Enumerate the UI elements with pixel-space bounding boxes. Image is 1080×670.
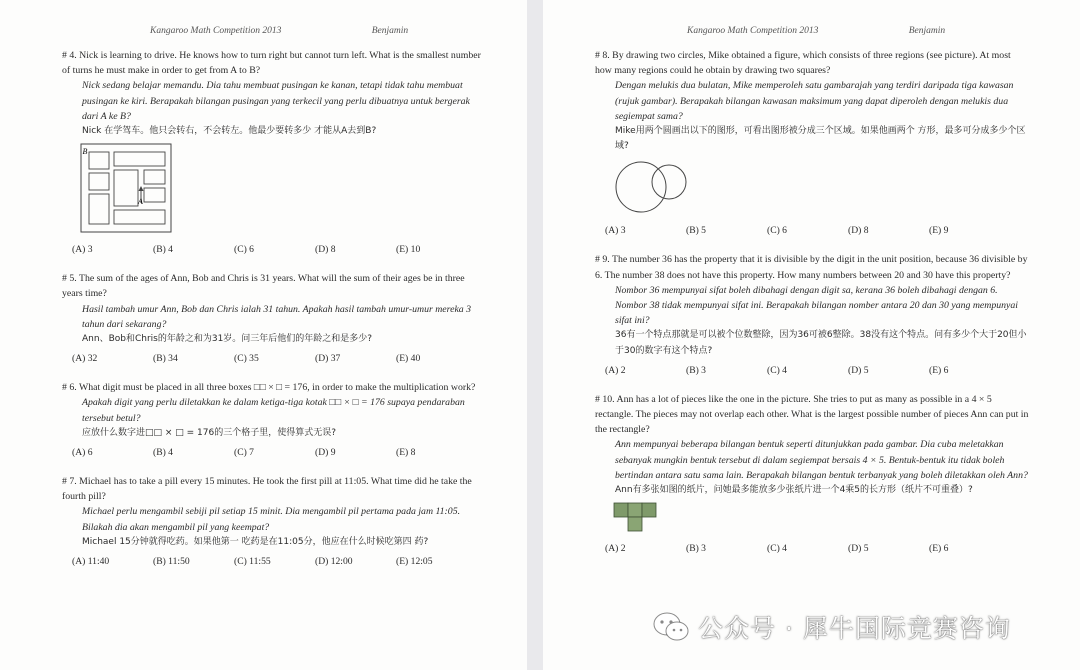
answer-options bbox=[62, 244, 481, 255]
option-c: (C) 4 bbox=[767, 364, 787, 376]
question-number: # 7. bbox=[62, 476, 77, 488]
option-e: (E) 6 bbox=[929, 364, 949, 376]
answer-options bbox=[62, 353, 481, 364]
left-page bbox=[0, 0, 527, 670]
question-4 bbox=[62, 48, 481, 255]
option-e: (E) 12:05 bbox=[396, 556, 433, 568]
option-a: (A) 2 bbox=[605, 364, 626, 376]
option-c: (C) 11:55 bbox=[234, 556, 271, 568]
question-text-my: Dengan melukis dua bulatan, Mike memperoleh satu gambarajah yang terdiri daripada tiga kawasan (rujuk gambar). Berapakah bilangan kawasan maksimum yang dapat diperoleh dengan melukis dua segiempat sama? bbox=[615, 80, 1014, 122]
option-e: (E) 10 bbox=[396, 244, 421, 256]
option-e: (E) 40 bbox=[396, 353, 421, 365]
question-6 bbox=[62, 380, 481, 458]
answer-options bbox=[595, 543, 1030, 554]
option-a: (A) 2 bbox=[605, 543, 626, 555]
question-9 bbox=[595, 252, 1030, 375]
option-e: (E) 6 bbox=[929, 543, 949, 555]
question-text-my: Ann mempunyai beberapa bilangan bentuk seperti ditunjukkan pada gambar. Dia cuba meletakkan sebanyak mungkin bentuk tersebut di dalam segiempat bersais 4 × 5. Bentuk-bentuk itu tidak boleh bertindan antara satu sama lain. Berapakah bilangan bentuk terbanyak yang boleh diletakkan oleh Ann? bbox=[615, 439, 1028, 481]
option-c: (C) 4 bbox=[767, 543, 787, 555]
piece-figure bbox=[613, 502, 1030, 537]
option-a: (A) 32 bbox=[72, 353, 98, 365]
right-page bbox=[543, 0, 1080, 670]
option-e: (E) 9 bbox=[929, 225, 949, 237]
option-d: (D) 12:00 bbox=[315, 556, 353, 568]
question-number: # 10. bbox=[595, 393, 615, 405]
option-a: (A) 3 bbox=[605, 225, 626, 237]
option-c: (C) 35 bbox=[234, 353, 259, 365]
option-d: (D) 9 bbox=[315, 447, 336, 459]
option-b: (B) 4 bbox=[153, 447, 173, 459]
question-number: # 5. bbox=[62, 273, 77, 285]
question-7 bbox=[62, 474, 481, 567]
option-d: (D) 37 bbox=[315, 353, 341, 365]
question-text-en: What digit must be placed in all three boxes □□ × □ = 176, in order to make the multiplication work? bbox=[78, 382, 476, 394]
question-text-cn: Nick 在学驾车。他只会转右，不会转左。他最少要转多少 才能从A去到B? bbox=[82, 126, 377, 137]
maze-label-b: B bbox=[82, 147, 88, 157]
question-5 bbox=[62, 271, 481, 364]
option-b: (B) 11:50 bbox=[153, 556, 190, 568]
page-header bbox=[595, 26, 1030, 36]
question-number: # 6. bbox=[62, 382, 77, 394]
question-text-my: Hasil tambah umur Ann, Bob dan Chris ialah 31 tahun. Apakah hasil tambah umur-umur mereka 3 tahun dari sekarang? bbox=[82, 303, 472, 330]
header-title: Kangaroo Math Competition 2013 bbox=[687, 26, 819, 36]
option-b: (B) 4 bbox=[153, 244, 173, 256]
answer-options bbox=[595, 225, 1030, 236]
header-author: Benjamin bbox=[908, 26, 946, 36]
option-b: (B) 5 bbox=[686, 225, 706, 237]
maze-figure bbox=[80, 143, 481, 238]
question-number: # 9. bbox=[595, 254, 610, 266]
answer-options bbox=[62, 447, 481, 458]
question-text-en: Ann has a lot of pieces like the one in the picture. She tries to put as many as possible in a 4 × 5 rectangle. The pieces may not overlap each other. What is the largest possible number of pieces Ann can put in the rectangle? bbox=[595, 393, 1029, 436]
wechat-icon bbox=[652, 611, 690, 643]
option-b: (B) 3 bbox=[686, 364, 706, 376]
question-text-cn: 36有一个特点那就是可以被个位数整除，因为36可被6整除。38没有这个特点。问有多少个大于20但小于30的数字有这个特点? bbox=[615, 330, 1027, 356]
header-author: Benjamin bbox=[371, 26, 409, 36]
page-header bbox=[62, 26, 481, 36]
question-text-en: The sum of the ages of Ann, Bob and Chris is 31 years. What will the sum of their ages be in three years time? bbox=[62, 273, 465, 300]
option-b: (B) 3 bbox=[686, 543, 706, 555]
question-text-cn: 应放什么数字进□□ × □ = 176的三个格子里，使得算式无误? bbox=[82, 427, 336, 438]
question-text-cn: Ann有多张如图的纸片，问她最多能放多少张纸片进一个4乘5的长方形（纸片不可重叠）? bbox=[615, 485, 973, 496]
answer-options bbox=[595, 365, 1030, 376]
question-text-en: The number 36 has the property that it is divisible by the digit in the unit position, because 36 divisible by 6. The number 38 does not have this property. How many numbers between 20 and 30 have this property? bbox=[595, 254, 1028, 281]
option-d: (D) 5 bbox=[848, 543, 869, 555]
question-text-en: Michael has to take a pill every 15 minutes. He took the first pill at 11:05. What time did he take the fourth pill? bbox=[62, 476, 472, 503]
option-e: (E) 8 bbox=[396, 447, 416, 459]
option-a: (A) 11:40 bbox=[72, 556, 110, 568]
option-a: (A) 3 bbox=[72, 244, 93, 256]
question-text-en: Nick is learning to drive. He knows how to turn right but cannot turn left. What is the smallest number of turns he must make in order to get from A to B? bbox=[62, 50, 481, 77]
question-number: # 8. bbox=[595, 50, 610, 61]
option-d: (D) 5 bbox=[848, 364, 869, 376]
question-text-my: Nombor 36 mempunyai sifat boleh dibahagi dengan digit sa, kerana 36 boleh dibahagi dengan 6. Nombor 38 tidak mempunyai sifat ini. Berapakah bilangan nomber antara 20 dan 30 yang mempunyai sifat ini? bbox=[615, 284, 1018, 327]
two-circles-figure bbox=[613, 158, 1030, 219]
question-text-my: Apakah digit yang perlu diletakkan ke dalam ketiga-tiga kotak □□ × □ = 176 supaya pendaraban tersebut betul? bbox=[82, 397, 465, 424]
option-c: (C) 7 bbox=[234, 447, 254, 459]
answer-options bbox=[62, 556, 481, 567]
option-d: (D) 8 bbox=[315, 244, 336, 256]
maze-label-a: A bbox=[138, 197, 143, 207]
question-8 bbox=[595, 48, 1030, 236]
question-text-cn: Mike用两个圆画出以下的图形，可看出图形被分成三个区域。如果他画两个 方形，最多可分成多少个区域? bbox=[615, 126, 1026, 152]
question-10 bbox=[595, 392, 1030, 554]
header-title: Kangaroo Math Competition 2013 bbox=[150, 26, 282, 36]
option-c: (C) 6 bbox=[234, 244, 254, 256]
option-b: (B) 34 bbox=[153, 353, 178, 365]
watermark bbox=[652, 606, 1062, 648]
question-text-cn: Ann、Bob和Chris的年龄之和为31岁。问三年后他们的年龄之和是多少? bbox=[82, 334, 373, 345]
option-a: (A) 6 bbox=[72, 447, 93, 459]
question-number: # 4. bbox=[62, 50, 77, 61]
option-d: (D) 8 bbox=[848, 225, 869, 237]
question-text-en: By drawing two circles, Mike obtained a figure, which consists of three regions (see picture). At most how many regions could he obtain by drawing two squares? bbox=[595, 50, 1011, 77]
question-text-my: Michael perlu mengambil sebiji pil setiap 15 minit. Dia mengambil pil pertama pada jam 11:05. Bilakah dia akan mengambil pil yang keempat? bbox=[82, 506, 461, 533]
question-text-my: Nick sedang belajar memandu. Dia tahu membuat pusingan ke kanan, tetapi tidak tahu membuat pusingan ke kiri. Berapakah bilangan pusingan yang terkecil yang perlu dibuatnya untuk bergerak dari A ke B? bbox=[82, 80, 470, 122]
question-text-cn: Michael 15分钟就得吃药。如果他第一 吃药是在11:05分，他应在什么时候吃第四 药? bbox=[82, 536, 429, 547]
watermark-text: 公众号 · 犀牛国际竞赛咨询 bbox=[698, 614, 1011, 643]
option-c: (C) 6 bbox=[767, 225, 787, 237]
